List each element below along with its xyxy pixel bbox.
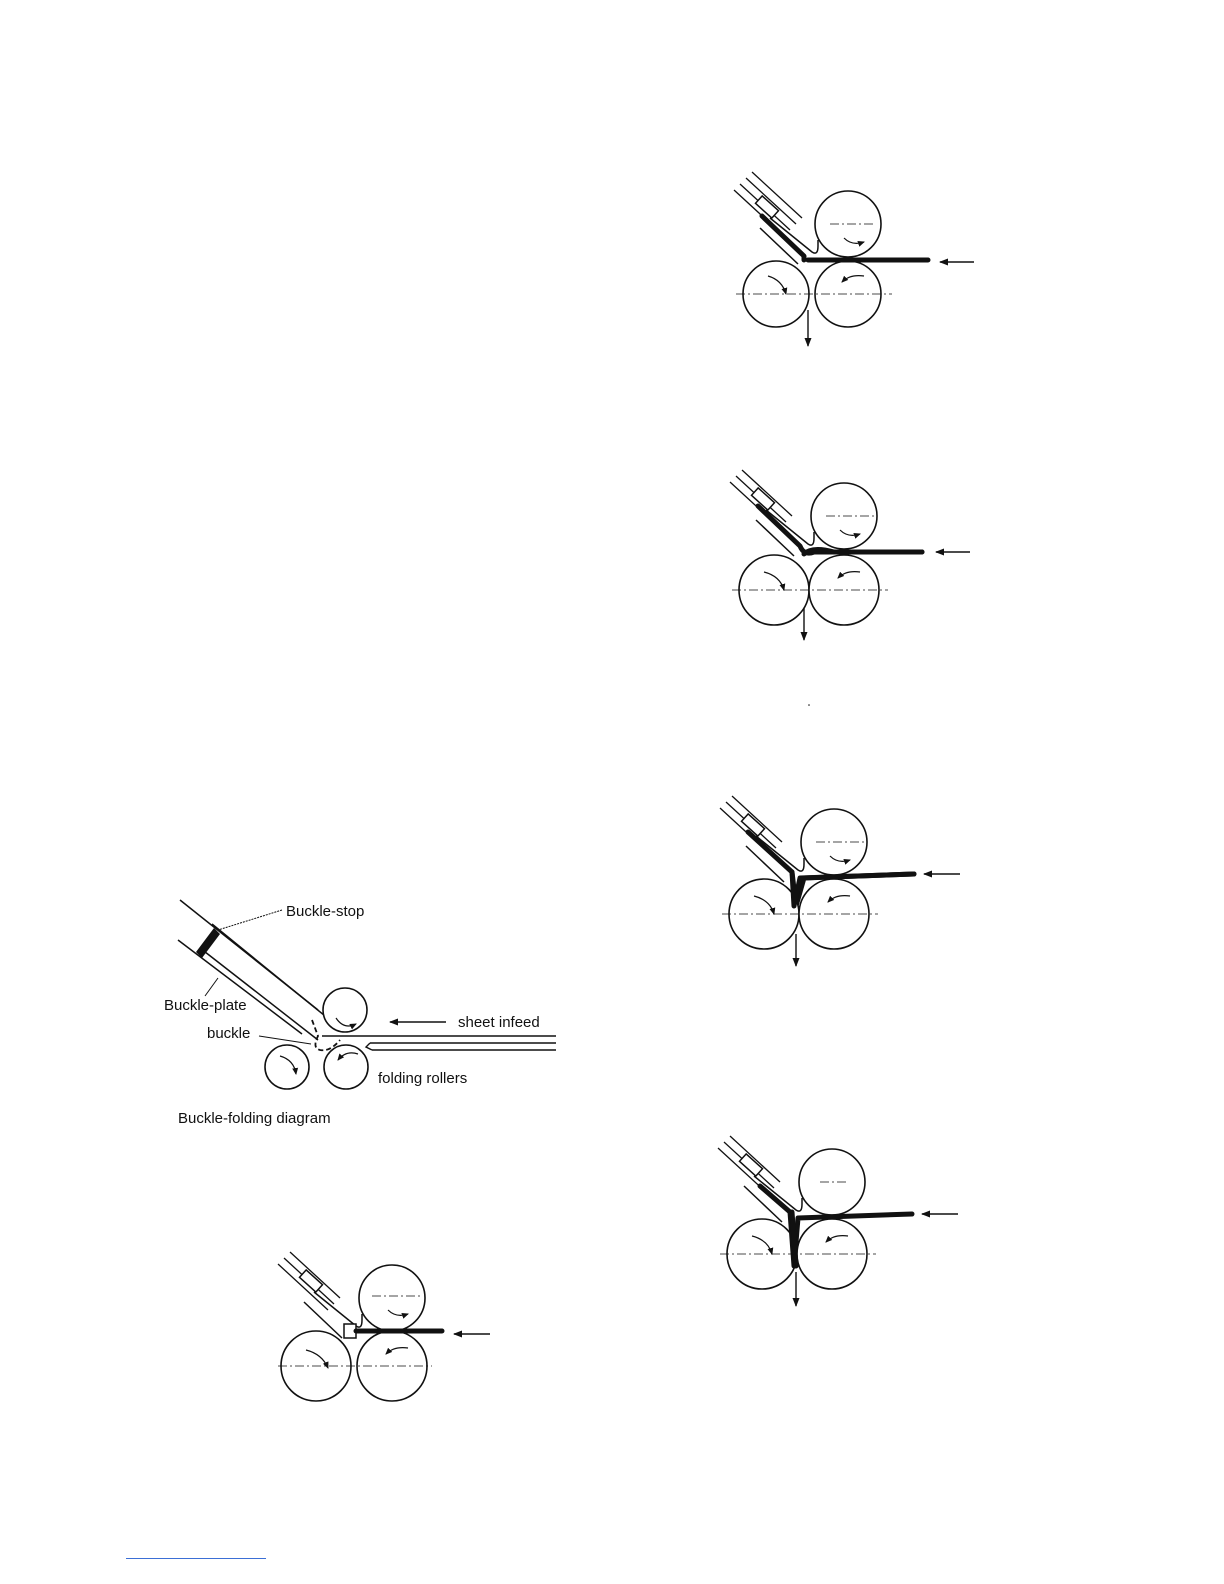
folding-rollers-label: folding rollers (378, 1070, 468, 1087)
lower-right-folding-roller (324, 1045, 368, 1089)
buckle-stop-leader (218, 910, 282, 930)
folding-stage-initial (278, 1252, 490, 1401)
folding-stage-3 (720, 796, 960, 966)
footnote-rule (126, 1558, 266, 1559)
buckle-stop-label: Buckle-stop (286, 903, 365, 920)
folding-stage-2 (730, 470, 970, 640)
buckle-plate-label: Buckle-plate (164, 997, 247, 1014)
buckle-plate-leader (205, 978, 218, 996)
buckle-plate-graphic (734, 172, 818, 264)
sheet-infeed-label: sheet infeed (458, 1014, 540, 1031)
lower-left-folding-roller (265, 1045, 309, 1089)
buckle-folding-diagram (164, 900, 556, 1127)
buckle-plate-lower-edge (178, 940, 302, 1034)
folding-stage-4 (718, 1136, 958, 1306)
stray-dot (808, 704, 810, 706)
buckle-label: buckle (207, 1025, 251, 1042)
folding-stage-1 (734, 172, 974, 346)
diagram-caption: Buckle-folding diagram (178, 1110, 331, 1127)
buckle-leader (259, 1036, 311, 1044)
